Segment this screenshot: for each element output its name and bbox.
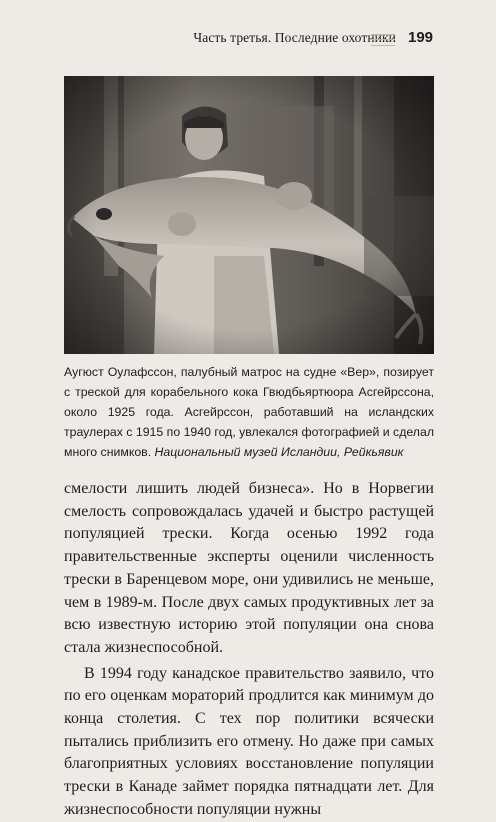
- caption-text: Аугюст Оулафссон, палубный матрос на судне «Вер», позирует с треской для корабельного кока Гвюдбьяртюора Асгейрссона, около 1925 года. Асгейрссон, работавший на исландских траулерах с 1915 по 1940 год, увлекался фотографией и сделал много снимков.: [64, 365, 434, 459]
- header-ornament: [371, 34, 395, 46]
- paragraph: смелости лишить людей бизнеса». Но в Норвегии смелость сопровождалась удачей и быстро растущей популяцией трески. Когда осенью 1992 года правительственные эксперты оценили численность трески в Баренцевом море, они удивились не меньше, чем в 1989-м. После двух самых продуктивных лет за всю известную историю этой популяции она снова стала жизнеспособной.: [64, 480, 434, 656]
- running-head: Часть третья. Последние охотники: [193, 30, 396, 45]
- page-number: 199: [408, 29, 434, 46]
- caption-credit: Национальный музей Исландии, Рейкьявик: [154, 445, 404, 459]
- paragraph: В 1994 году канадское правительство заявило, что по его оценкам мораторий продлится как минимум до конца столетия. С тех пор политики всячески пытались приблизить его отмену. Но даже при самых благоприятных условиях восстановление популяции трески в Канаде займет порядка пятнадцати лет. Для жизнеспособности популяции нужны: [64, 664, 434, 818]
- body-text: [64, 478, 434, 822]
- photo-caption: [64, 362, 434, 462]
- historical-photo: [64, 76, 434, 354]
- page-header: [0, 30, 496, 50]
